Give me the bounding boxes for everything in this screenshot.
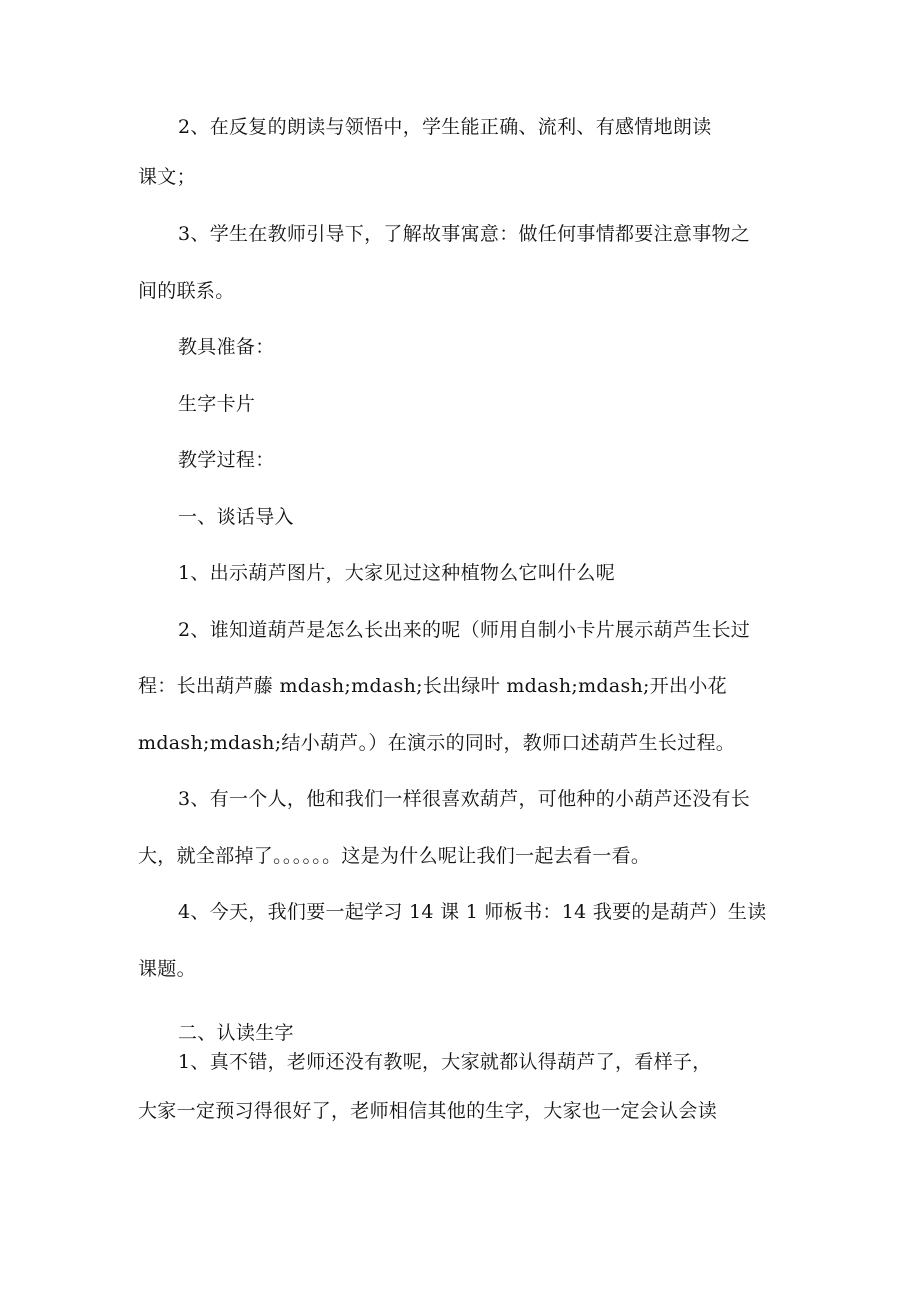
paragraph-objective-2: 2、在反复的朗读与领悟中，学生能正确、流利、有感情地朗读 <box>178 116 712 138</box>
paragraph-intro-4: 4、今天，我们要一起学习 14 课 1 师板书：14 我要的是葫芦）生读 <box>178 901 767 923</box>
paragraph-intro-2-cont-b: mdash;mdash;结小葫芦。）在演示的同时，教师口述葫芦生长过程。 <box>138 732 736 754</box>
heading-teaching-process: 教学过程： <box>178 449 275 471</box>
heading-teaching-aids: 教具准备： <box>178 336 275 358</box>
paragraph-intro-3-cont: 大，就全部掉了。。。。。。这是为什么呢让我们一起去看一看。 <box>138 845 651 867</box>
paragraph-characters-1-cont: 大家一定预习得很好了，老师相信其他的生字，大家也一定会认会读 <box>138 1100 718 1122</box>
paragraph-intro-2: 2、谁知道葫芦是怎么长出来的呢（师用自制小卡片展示葫芦生长过 <box>178 619 751 641</box>
section-heading-characters: 二、认读生字 <box>178 1022 294 1044</box>
paragraph-intro-2-cont-a: 程：长出葫芦藤 mdash;mdash;长出绿叶 mdash;mdash;开出小花 <box>138 675 727 697</box>
paragraph-objective-3: 3、学生在教师引导下，了解故事寓意：做任何事情都要注意事物之 <box>178 223 751 245</box>
paragraph-teaching-aids: 生字卡片 <box>178 393 256 415</box>
paragraph-objective-2-cont: 课文； <box>138 166 196 188</box>
paragraph-intro-3: 3、有一个人，他和我们一样很喜欢葫芦，可他种的小葫芦还没有长 <box>178 788 751 810</box>
section-heading-intro: 一、谈话导入 <box>178 506 294 528</box>
paragraph-intro-1: 1、出示葫芦图片，大家见过这种植物么它叫什么呢 <box>178 562 615 584</box>
paragraph-objective-3-cont: 间的联系。 <box>138 280 235 302</box>
paragraph-intro-4-cont: 课题。 <box>138 958 196 980</box>
paragraph-characters-1: 1、真不错，老师还没有教呢，大家就都认得葫芦了，看样子， <box>178 1051 712 1073</box>
